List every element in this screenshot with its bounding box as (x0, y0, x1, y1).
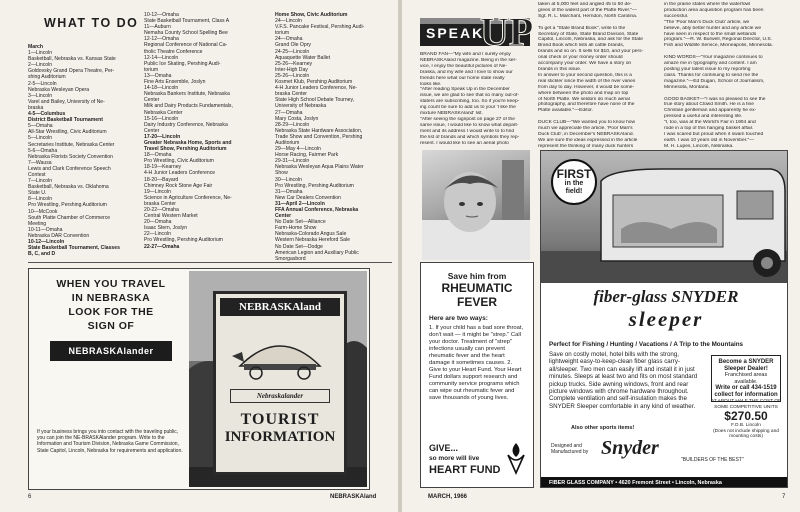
event-line: 10-11—Omaha (28, 226, 63, 233)
event-line: 20—Omaha (144, 219, 172, 226)
price-fob: F.O.B. Lincoln (731, 423, 761, 429)
event-line: Contest (28, 171, 46, 178)
event-line: American Legion and Auxiliary Public (275, 249, 359, 256)
letter-line: photography, and therefore have none of the (538, 102, 635, 108)
event-line: Auditorium (275, 139, 300, 146)
letter-line: Capitol, Lincoln, Nebraska, and ask for the State (538, 37, 643, 43)
rf-headline-2: RHEUMATIC (441, 281, 513, 295)
dealer-call: Write or call 434-1519 collect for information (714, 385, 778, 398)
event-line: braska Center (144, 200, 176, 207)
dealer-sub: Franchised areas available. (724, 372, 768, 385)
right-page (402, 0, 800, 512)
letter-line: resent. I would like to see an aerial photo (420, 140, 509, 146)
letter-line: "After seeing the signpost on page 27 of the (420, 116, 515, 122)
event-line: Chimney Rock Stone Age Fair (144, 182, 213, 189)
letter-line: ment and its address I would write to to find (420, 128, 515, 134)
event-line: 4-H Junior Leaders Conference (144, 170, 216, 177)
event-line: Mary Costa, Joslyn (275, 115, 319, 122)
letter-line: Fish and Wildlife Service, Minneapolis, Minnesota. (664, 43, 774, 49)
badge-field: field! (565, 188, 583, 195)
event-line: Smorgasbord (275, 255, 306, 262)
event-line: Regional Conference of National Ca- (144, 42, 228, 49)
rheumatic-fever-ad (420, 262, 534, 488)
letters-column-2 (538, 2, 656, 150)
event-line: Nebraska Wesleyan Opera (28, 86, 90, 93)
events-column-2 (144, 12, 264, 250)
event-line: 28-29—Lincoln (275, 121, 310, 128)
event-line: 29—May 4—Lincoln (275, 146, 321, 153)
event-line: Pro Wrestling, Pershing Auditorium (28, 202, 107, 209)
event-line: District Basketball Tournament (28, 117, 103, 124)
ad-body-text: If your business brings you into contact with the traveling public, you can join the NE-BRASKAlander program. Write to the Information and Tourism Division, Nebraska Game Commission, State Capitol, Lincoln, Nebraska for requirements and application. (37, 429, 183, 454)
event-line: South Platte Chamber of Commerce (28, 214, 111, 221)
letter-line: To get a "State Brand Book", write to the (538, 25, 626, 31)
event-line: Center (144, 127, 160, 134)
event-line: 8—Lincoln (28, 196, 53, 203)
event-line: 18-20—Bayard (144, 176, 179, 183)
letter-line: ing count be sure to add us to your 'I like the (420, 105, 516, 111)
event-line: 2—Lincoln (28, 62, 53, 69)
event-line: Farm-Home Show (275, 225, 317, 232)
event-line: No Date Set—Alliance (275, 219, 326, 226)
letter-line: rode in a top of this hanging basket affair. (664, 126, 754, 132)
snyder-brand-line-2: sleeper (628, 307, 704, 331)
price-note: (Does not include shipping and mounting costs) (713, 428, 779, 440)
event-line: FFA Annual Conference, Nebraska (275, 207, 359, 213)
letter-line: looks like. (420, 81, 442, 87)
letter-line: from day to day. However, it would be some- (538, 84, 635, 90)
event-line: B, C, and D (28, 251, 56, 258)
snyder-body-text: Save on costly motel, hotel bills with the strong, lightweight easy-to-keep-clean fiber glass carry-all/sleeper. Two men can easily lift and install it in just minutes. Sleeps at least two and fits on most standard pickup trucks. Side awning windows, front and rear picture windows with chrome hardware throughout. Complete ventilation and self-insulation makes the SNYDER Sleeper comfortable in any kind of weather. (549, 351, 698, 410)
event-line: 31—April 2—Lincoln (275, 200, 325, 207)
event-line: Basketball, Nebraska vs. Oklahoma (28, 184, 109, 191)
event-line: 15-16—Lincoln (144, 115, 179, 122)
event-line: 13—Omaha (144, 72, 172, 79)
letter-line: much we appreciate the article, 'Poor Man's (538, 126, 633, 132)
event-line: Nemaha County School Spelling Bee (144, 30, 228, 37)
letter-line: Duck Club', in December's NEBRASKAland. (538, 131, 634, 137)
builders-slogan: "BUILDERS OF THE BEST" (681, 457, 744, 463)
event-line: Western Nebraska Hereford Sale (275, 237, 350, 244)
letter-line: production area acquisition program has been (664, 7, 764, 13)
event-line: 4-5—Columbus (28, 111, 66, 118)
letter-line: friends here what our home state really (420, 75, 505, 81)
rf-give: GIVE... (429, 443, 459, 453)
letter-line: vice, I enjoy the beautiful pictures of Ne- (420, 63, 507, 69)
letter-line: pressed a useful and interesting life. (664, 114, 743, 120)
event-line: March (28, 44, 44, 50)
event-line: 5-6—Omaha (28, 147, 58, 154)
event-line: Nebraska Wesleyan Aqua Plains Water (275, 164, 364, 171)
event-line: Pro Wrestling, Pershing Auditorium (144, 237, 223, 244)
letter-line: taken at 5,000 feet and angled 45 to 50 de- (538, 2, 632, 7)
letter-line: I was scared but proud when it swam touched (664, 131, 764, 137)
event-line: 11—Auburn (144, 24, 171, 31)
event-line: Nebraska Florists Society Convention (28, 153, 113, 160)
event-line: 27—Omaha (275, 109, 303, 116)
event-line: Travel Show, Pershing Auditorium (144, 146, 227, 153)
event-line: 2-5—Lincoln (28, 80, 57, 87)
event-line: 22—Lincoln (144, 231, 171, 238)
badge-first: FIRST (556, 167, 592, 181)
event-line: State High School Debate Tourney, (275, 97, 355, 104)
event-line: Trade Show and Convention, Pershing (275, 133, 363, 140)
event-line: All-Star Wrestling, Civic Auditorium (28, 129, 107, 136)
event-line: 1—Lincoln (28, 50, 53, 57)
event-line: 4-H Junior Leaders Conference, Ne- (275, 85, 358, 92)
snyder-signature-logo: Snyder (601, 437, 659, 459)
rf-more-will-live: so more will live (429, 455, 480, 462)
sign-plate: Nebraskalander (230, 389, 330, 403)
event-line: 24-25—Lincoln (275, 48, 310, 55)
event-line: Horse Racing, Fairmer Park (275, 152, 339, 159)
letter-line: represent the thinking of many duck hunters (538, 143, 634, 149)
event-line: 5—Lincoln (28, 135, 53, 142)
letter-line: mixture NEBRASKAland' list. (420, 111, 483, 117)
event-line: 17-20—Lincoln (144, 133, 181, 140)
event-line: 22-27—Omaha (144, 243, 180, 250)
designed-by: Designed and Manufactured by (551, 443, 589, 455)
event-line: State Basketball Tournament, Class A (144, 18, 230, 25)
covered-wagon-icon (230, 326, 330, 380)
letter-line: program."—R. W. Burwell, Regional Director, U.S. (664, 37, 773, 43)
event-line: Milk and Dairy Products Fundamentals, (144, 103, 233, 110)
event-line: Nebraska DAR Convention (28, 232, 90, 239)
event-line: 30—Lincoln (275, 176, 302, 183)
event-line: Nebraska State Hardware Association, (275, 127, 363, 134)
event-line: Lewis and Clark Conference Speech (28, 165, 111, 172)
event-line: V.F.S. Pancake Festival, Pershing Audi- (275, 24, 365, 31)
dealer-box (711, 355, 781, 402)
snyder-footer-bar: FIBER GLASS COMPANY • 4620 Fremont Street • Lincoln, Nebraska (541, 477, 788, 488)
rf-heart-fund: HEART FUND (429, 464, 501, 476)
event-line: 24—Lincoln (275, 18, 302, 25)
nebraskalander-logo: NEBRASKAlander (50, 341, 172, 361)
child-photo-art (422, 150, 530, 260)
price-box (709, 399, 783, 440)
letter-line: earth. I was 10 years old in November."— (664, 137, 755, 143)
letter-line: class. Thanks for continuing to send me the (664, 72, 759, 78)
left-page (0, 0, 398, 512)
letter-line: NEBRASKAland magazine. Being in the ser- (420, 57, 517, 63)
first-in-field-badge (551, 159, 597, 205)
letter-line: onal check or your money order should (538, 55, 623, 61)
event-line: 20-22—Omaha (144, 207, 179, 213)
letter-line: Christian gentleman and apparently he ex- (664, 108, 757, 114)
letter-line: in the prairie states where the waterfowl (664, 2, 751, 7)
event-line: Meeting (28, 220, 47, 227)
letter-line: believe, ably better hunter and any article we (664, 25, 762, 31)
event-line: shing Auditorium (28, 74, 66, 81)
sign-header: NEBRASKAland (220, 298, 340, 316)
badge-in-the: in the (564, 180, 584, 187)
event-line: 25-26—Kearney (275, 60, 313, 67)
event-line: Basketball, Nebraska vs. Kansas State (28, 56, 116, 63)
speak-label: SPEAK (426, 25, 485, 41)
letter-line: BRAND FAN—"My wife and I surely enjoy (420, 52, 511, 57)
letter-line: M. H. Lupes, Lincoln, Nebraska. (664, 143, 734, 149)
snyder-brand-line-1: fiber-glass SNYDER (593, 287, 739, 306)
event-line: Secretaries Institute, Nebraska Center (28, 141, 115, 148)
letter-line: In answer to your second question, this is a (538, 72, 632, 78)
letter-line: GOOD BASKET—"I was so pleased to see the (664, 96, 766, 102)
letter-line: issue, we are glad to see that so many out-of- (420, 93, 519, 99)
event-line: Center (275, 213, 292, 220)
letter-line: braska, and my wife and I love to show our (420, 69, 513, 75)
event-line: Greater Nebraska Home, Sports and (144, 139, 232, 146)
up-label: UP (480, 9, 534, 54)
letter-line: the list of brands and which symbols they rep- (420, 134, 520, 140)
event-line: Home Show, Civic Auditorium (275, 12, 348, 18)
letter-line: Sgt. R. L. Marchant, Herndon, North Carolina. (538, 13, 638, 19)
event-line: Public Ice Skating, Pershing Audi- (144, 60, 221, 67)
letters-column-3 (664, 2, 786, 150)
letters-column-1 (420, 52, 530, 147)
event-line: Grand Ole Opry (275, 42, 311, 49)
events-column-1 (28, 44, 140, 257)
event-line: Goldovsky Grand Opera Theatre, Per- (28, 68, 115, 75)
event-line: State Basketball Tournament, Classes (28, 245, 120, 252)
event-line: Pro Wrestling, Civic Auditorium (144, 158, 214, 165)
event-line: 12-14—Lincoln (144, 54, 179, 61)
tourist-sign-photo (189, 271, 367, 487)
letter-line: "The 'Poor Man's Duck Club' article, we (664, 19, 750, 25)
ad-headline-3: LOOK FOR THE (68, 306, 154, 318)
dealer-title: Become a SNYDER Sleeper Dealer! (718, 359, 774, 372)
letter-line: Secretary of State, State Brand Division, State (538, 31, 639, 37)
event-line: 19—Lincoln (144, 188, 171, 195)
letter-line: We are sure the ideas expressed in the article (538, 137, 638, 143)
letter-line: amaze me in typography and content. I am (664, 61, 757, 67)
letter-line: of North Platte. We seldom do much aerial (538, 96, 630, 102)
heart-torch-icon (505, 441, 527, 475)
event-line: braska Center (275, 91, 307, 98)
child-in-bed-photo (422, 150, 530, 260)
event-line: Inter-High Day (275, 66, 308, 73)
event-line: 24—Omaha (275, 36, 303, 43)
event-line: 7—Wausa (28, 159, 52, 166)
issue-date: MARCH, 1966 (428, 494, 468, 500)
event-line: Pro Wrestling, Pershing Auditorium (275, 182, 354, 189)
event-line: Science in Agriculture Conference, Ne- (144, 194, 232, 201)
speak-up-heading (420, 9, 534, 54)
event-line: 10—McCook (28, 208, 58, 215)
letter-line: posting your latest issue to my reporting (664, 66, 751, 72)
event-line: 25-26—Lincoln (275, 72, 310, 79)
ad-headline-1: WHEN YOU TRAVEL (56, 278, 166, 290)
letter-line: brands and so on. It sells for $10, and your pers- (538, 49, 644, 55)
letter-line: real stickler since the width of the river varies (538, 78, 636, 84)
price-value: $270.50 (724, 409, 768, 424)
left-page-number: 6 (28, 494, 32, 500)
event-line: 31—Omaha (275, 188, 303, 195)
pickup-camper-photo (541, 151, 788, 283)
event-line: State U. (28, 190, 47, 197)
letter-line: staters are subscribing, too. So if you're keep- (420, 99, 520, 105)
event-line: New Car Dealers Convention (275, 194, 341, 201)
event-line: Fine Arts Ensemble, Joslyn (144, 79, 206, 86)
event-line: 5—Omaha (28, 123, 53, 130)
event-line: 10-12—Lincoln (28, 239, 65, 245)
letter-line: KIND WORDS—"Your magazine continues to (664, 55, 763, 61)
letter-line: successful. (664, 13, 689, 19)
ad-text-panel (37, 277, 185, 361)
event-line: Nebraska Center (144, 109, 183, 116)
event-line: Varel and Bailey, University of Ne- (28, 98, 105, 105)
section-divider (28, 262, 392, 263)
price-pre: AT ABOUT HALF THE COST OF SOME COMPETITIVE UNITS (710, 399, 782, 410)
event-line: 12-12—Omaha (144, 36, 179, 43)
sign-tourist-text: TOURIST (240, 411, 320, 428)
event-line: Aquaquette Water Ballet (275, 54, 331, 61)
snyder-tagline: Perfect for Fishing / Hunting / Vacations / A Trip to the Mountains (549, 341, 744, 348)
event-line: University of Nebraska (275, 103, 327, 110)
letter-line: Minnesota, Montana. (664, 84, 710, 90)
letter-line: DUCK CLUB—"We wanted you to know how (538, 120, 636, 126)
ad-headline-4: SIGN OF (87, 320, 135, 332)
event-line: 3—Lincoln (28, 92, 53, 99)
letter-line: magazine."—Ed Dugan, School of Journalism, (664, 78, 765, 84)
event-line: Central Western Market (144, 213, 198, 220)
letter-line: "I, too, was at the World's Fair in 1904 and (664, 120, 756, 126)
letter-line: brands in this issue. (538, 66, 582, 72)
event-line: torium (275, 30, 290, 37)
event-line: torium (144, 66, 159, 73)
event-line: 18-19—Kearney (144, 164, 182, 171)
rf-headline-1: Save him from (447, 271, 507, 281)
event-line: Center (144, 97, 160, 104)
event-line: 14-18—Lincoln (144, 85, 179, 92)
letter-line: grees of the widest part of the Platte River."— (538, 7, 637, 13)
event-line: No Date Set—Dodge (275, 243, 323, 250)
sign-information-text: INFORMATION (224, 429, 336, 445)
snyder-sleeper-ad (540, 150, 788, 488)
letter-line: Platte available."—Editor. (538, 108, 594, 114)
event-line: 18—Omaha (144, 152, 172, 159)
event-line: Show (275, 170, 288, 177)
event-line: braska (28, 104, 44, 111)
letter-line: Brand Book which lists all cattle brands, (538, 43, 625, 49)
event-line: Isaac Stern, Joslyn (144, 225, 188, 232)
letter-line: have seen in respect to the small wetlands (664, 31, 757, 37)
event-line: 29-31—Lincoln (275, 158, 310, 165)
rf-subhead: Here are two ways: (429, 315, 488, 322)
letter-line: accompany your order. We have a story on (538, 61, 632, 67)
ad-headline-2: IN NEBRASKA (71, 292, 151, 304)
letter-line: true story about Clowd Smith. He is a fine (664, 102, 754, 108)
event-line: 7—Lincoln (28, 178, 53, 185)
letter-line: "After reading Speak Up in the December (420, 87, 510, 93)
nebraskalander-ad (28, 268, 370, 490)
left-footer-brand: NEBRASKAland (330, 494, 377, 500)
event-line: Nebraska-Colorado Angus Sale (275, 231, 347, 238)
what-to-do-title: WHAT TO DO (44, 16, 139, 30)
event-line: 10-12—Omaha (144, 12, 179, 18)
event-line: tholic Theatre Conference (144, 48, 203, 55)
letter-line: same issue, I would like to know what depart- (420, 122, 519, 128)
tourist-information-sign (213, 291, 347, 475)
rf-headline-3: FEVER (456, 295, 497, 309)
events-column-3 (275, 12, 393, 262)
snyder-also-items: Also other sports items! (571, 425, 635, 431)
event-line: Nebraska Bankers Institute, Nebraska (144, 91, 230, 98)
letter-line: where between the photo and map on top (538, 90, 629, 96)
event-line: Dairy Industry Conference, Nebraska (144, 121, 228, 128)
rf-body-text: 1. If your child has a bad sore throat, don't wait — it might be "strep." Call your doctor. Treatment of "strep" infections usually can prevent rheumatic fever and the heart damage it sometimes causes. 2. Give to your Heart Fund. Your Heart Fund dollars support research and community service programs which can wipe out rheumatic fever and save thousands of young lives. (429, 325, 524, 401)
right-page-number: 7 (782, 494, 786, 500)
event-line: Kosmet Klub, Pershing Auditorium (275, 79, 353, 86)
